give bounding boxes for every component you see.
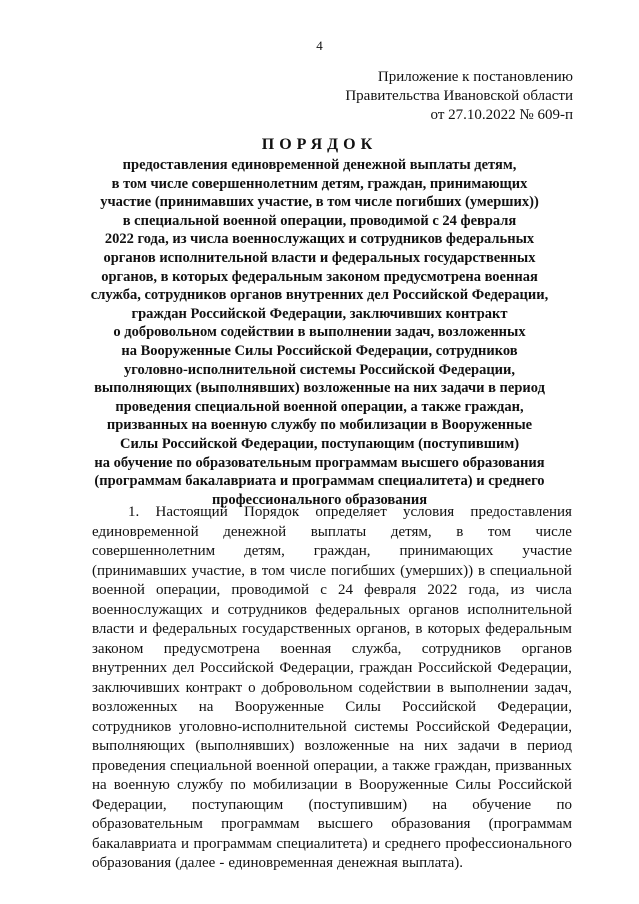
paragraph-line [92, 815, 572, 835]
paragraph-word: на [198, 699, 214, 715]
paragraph-word: федеральных [315, 601, 401, 618]
paragraph-line [92, 796, 572, 816]
paragraph-word: сотрудников [92, 718, 172, 735]
paragraph-word: государственных [242, 621, 352, 637]
paragraph-1 [92, 503, 572, 874]
paragraph-line [92, 718, 572, 738]
paragraph-word: по [230, 777, 246, 793]
paragraph-word: образования [92, 855, 172, 871]
paragraph-word: органов, [356, 621, 411, 637]
paragraph-word: определяет [315, 504, 387, 520]
paragraph-line [92, 640, 572, 660]
paragraph-word: задач, [534, 679, 572, 696]
subtitle-line: участие (принимавших участие, в том числе погибших (умерших)) [100, 194, 539, 211]
paragraph-word: уголовно-исполнительной [178, 718, 347, 735]
appendix-header [345, 68, 573, 125]
paragraph-word: программам [193, 835, 272, 852]
paragraph-word: года, [468, 582, 500, 598]
paragraph-word: денежная [337, 855, 398, 871]
paragraph-word: системы [354, 718, 409, 735]
appendix-line: Приложение к постановлению [377, 69, 573, 85]
paragraph-word: выплаты [310, 523, 367, 540]
paragraph-line [92, 776, 572, 796]
paragraph-word: единовременная [228, 855, 333, 871]
paragraph-word: Федерации, [497, 699, 572, 715]
paragraph-word: в [344, 777, 352, 793]
paragraph-word: детям, [390, 523, 432, 540]
subtitle-line: профессионального образования [211, 491, 428, 508]
subtitle-line: служба, сотрудников органов внутренних дел Российской Федерации, [90, 287, 549, 304]
paragraph-word: Российской [417, 660, 492, 676]
document-title: ПОРЯДОК [261, 136, 378, 153]
paragraph-word: Российской [415, 718, 490, 735]
paragraph-word: Федерации, [497, 718, 572, 735]
paragraph-word: 1. [128, 504, 140, 520]
paragraph-word: операции, [313, 757, 378, 774]
paragraph-word: служба, [351, 640, 402, 657]
paragraph-word: которых [427, 621, 481, 637]
paragraph-word: с [320, 582, 327, 598]
paragraph-word: контракт [185, 679, 243, 696]
paragraph-word: граждан, [313, 543, 371, 559]
paragraph-word: Федерации, [92, 796, 167, 813]
paragraph-word: возложенных [92, 699, 178, 715]
paragraph-word: предусмотрена [163, 640, 260, 657]
paragraph-line [92, 698, 572, 718]
paragraph-word: (далее [175, 855, 216, 871]
paragraph-line [92, 835, 572, 855]
paragraph-word: участие [522, 543, 572, 559]
paragraph-word: возложенные [304, 738, 390, 754]
subtitle-line: проведения специальной военной операции, а также граждан, [115, 398, 524, 415]
paragraph-word: денежной [223, 523, 287, 540]
paragraph-word: в [456, 523, 464, 540]
paragraph-word: том [487, 523, 511, 540]
paragraph-word: и [372, 835, 381, 852]
paragraph-word: Силы [345, 699, 381, 715]
paragraph-word: числа [535, 582, 572, 598]
paragraph-word: в [249, 562, 257, 579]
paragraph-word: Настоящий [155, 504, 228, 520]
paragraph-word: сотрудников [421, 640, 502, 657]
paragraph-word: (принимавших [92, 562, 187, 579]
paragraph-word: 2022 [427, 582, 458, 598]
subtitle-line: 2022 года, из числа военнослужащих и сотрудников федеральных [104, 231, 535, 248]
paragraph-word: проведения [92, 757, 166, 774]
paragraph-line [92, 542, 572, 562]
subtitle-line: на обучение по образовательным программам высшего образования [94, 454, 545, 471]
paragraph-word: в [436, 679, 444, 696]
paragraph-word: военной [92, 582, 145, 598]
paragraph-word: военнослужащих [92, 601, 203, 618]
paragraph-word: федеральным [485, 621, 572, 637]
paragraph-word: 24 [337, 582, 353, 598]
subtitle-line: граждан Российской Федерации, заключивших контракт [131, 305, 508, 322]
paragraph-word: власти [92, 621, 135, 637]
paragraph-word: по [556, 796, 572, 813]
paragraph-word: участие, [191, 562, 245, 579]
paragraph-word: совершеннолетним [92, 543, 216, 559]
paragraph-word: операции, [156, 582, 221, 598]
paragraph-word: военная [280, 640, 332, 657]
paragraph-word: военной [256, 757, 310, 774]
paragraph-word: поступающим [191, 796, 284, 813]
paragraph-word: также [392, 757, 431, 774]
paragraph-word: единовременной [92, 523, 199, 540]
paragraph-line [92, 523, 572, 543]
paragraph-word: и [139, 621, 148, 637]
paragraph-word: предоставления [470, 504, 572, 520]
paragraph-word: законом [92, 640, 144, 657]
paragraph-word: числе [535, 523, 572, 540]
subtitle-line: в том числе совершеннолетним детям, граждан, принимающих [111, 175, 528, 192]
paragraph-word: внутренних [92, 660, 168, 676]
paragraph-line [92, 757, 572, 777]
subtitle-line: о добровольном содействии в выполнении задач, возложенных [113, 324, 526, 341]
paragraph-word: на [432, 796, 447, 813]
paragraph-word: том [261, 562, 285, 579]
paragraph-word: программам [221, 816, 300, 832]
paragraph-word: образования [391, 816, 471, 832]
paragraph-word: выполняющих [92, 738, 186, 754]
paragraph-word: призванных [495, 757, 572, 774]
paragraph-line [92, 679, 572, 699]
subtitle-line: органов исполнительной власти и федеральных государственных [103, 249, 536, 266]
paragraph-word: Порядок [243, 504, 300, 520]
paragraph-word: заключивших [92, 679, 180, 696]
paragraph-word: Федерации, [497, 660, 572, 676]
paragraph-word: них [424, 738, 448, 754]
paragraph-word: - [219, 855, 225, 871]
document-subtitle [0, 156, 639, 509]
paragraph-word: числе [289, 562, 327, 579]
appendix-line: от 27.10.2022 № 609-п [430, 107, 573, 123]
paragraph-word: период [527, 738, 572, 754]
paragraph-word: специальной [169, 757, 253, 774]
subtitle-line: (программам бакалавриата и программам специалитета) и среднего [94, 473, 545, 490]
paragraph-word: граждан [359, 660, 413, 676]
paragraph-word: Российской [498, 777, 572, 793]
paragraph-line [92, 601, 572, 621]
paragraph-word: Федерации, [279, 660, 354, 676]
page-number: 4 [316, 38, 323, 53]
paragraph-word: содействии [358, 679, 431, 696]
paragraph-word: из [510, 582, 525, 598]
paragraph-word: а [381, 757, 389, 774]
paragraph-word: бакалавриата [92, 835, 177, 852]
paragraph-word: и [211, 601, 220, 618]
paragraph-word: в [477, 562, 486, 579]
subtitle-line: Силы Российской Федерации, поступающим (поступившим) [119, 435, 520, 452]
paragraph-line [92, 659, 572, 679]
paragraph-word: специалитета) [276, 835, 368, 852]
paragraph-word: в [509, 738, 517, 754]
paragraph-word: принимающих [399, 543, 494, 559]
paragraph-word: военную [113, 777, 170, 793]
paragraph-word: (поступившим) [308, 796, 408, 813]
paragraph-word: сотрудников [227, 601, 307, 618]
paragraph-word: проводимой [231, 582, 310, 598]
paragraph-line [92, 581, 572, 601]
paragraph-word: погибших [330, 562, 396, 579]
paragraph-word: органов [521, 640, 572, 657]
paragraph-word: образовательным [92, 816, 203, 832]
paragraph-word: обучение [472, 796, 532, 813]
paragraph-word: среднего [384, 835, 441, 852]
paragraph-word: на [92, 777, 107, 793]
paragraph-word: мобилизации [252, 777, 338, 793]
paragraph-word: Российской [199, 660, 274, 676]
appendix-line: Правительства Ивановской области [345, 88, 573, 104]
paragraph-word: февраля [364, 582, 417, 598]
paragraph-line [92, 620, 572, 640]
paragraph-word: условия [403, 504, 455, 520]
subtitle-line: призванных на военную службу по мобилизации в Вооруженные [106, 417, 533, 434]
paragraph-word: Вооруженные [234, 699, 324, 715]
paragraph-word: Силы [455, 777, 491, 793]
paragraph-word: исполнительной [467, 601, 572, 618]
paragraph-line [92, 503, 572, 523]
paragraph-word: специальной [489, 562, 572, 579]
paragraph-word: выполнении [449, 679, 529, 696]
paragraph-line [92, 854, 572, 874]
paragraph-word: (выполнявших) [195, 738, 295, 754]
paragraph-word: детям, [244, 543, 285, 559]
paragraph-word: граждан, [434, 757, 492, 774]
paragraph-word: о [248, 679, 256, 696]
subtitle-line: на Вооруженные Силы Российской Федерации, сотрудников [121, 342, 518, 359]
paragraph-word: (умерших)) [400, 562, 474, 579]
paragraph-word: добровольном [261, 679, 353, 696]
paragraph-word: и [181, 835, 190, 852]
paragraph-line [92, 562, 572, 582]
paragraph-word: в [415, 621, 423, 637]
paragraph-word: выплата). [401, 855, 464, 871]
paragraph-word: службу [176, 777, 224, 793]
paragraph-word: Вооруженные [358, 777, 449, 793]
paragraph-word: на [399, 738, 414, 754]
subtitle-line: выполняющих (выполнявших) возложенные на них задачи в период [94, 380, 545, 397]
paragraph-word: задачи [457, 738, 500, 754]
subtitle-line: уголовно-исполнительной системы Российской Федерации, [123, 361, 516, 378]
subtitle-line: предоставления единовременной денежной выплаты детям, [122, 157, 517, 173]
paragraph-word: дел [172, 660, 195, 676]
paragraph-line [92, 737, 572, 757]
paragraph-word: федеральных [152, 621, 238, 637]
paragraph-word: профессионального [445, 835, 572, 852]
paragraph-word: высшего [317, 816, 374, 832]
subtitle-line: органов, в которых федеральным законом предусмотрена военная [101, 268, 538, 285]
paragraph-word: органов [408, 601, 459, 618]
paragraph-word: Российской [402, 699, 477, 715]
paragraph-word: (программам [488, 816, 572, 832]
subtitle-line: в специальной военной операции, проводимой с 24 февраля [122, 212, 517, 229]
